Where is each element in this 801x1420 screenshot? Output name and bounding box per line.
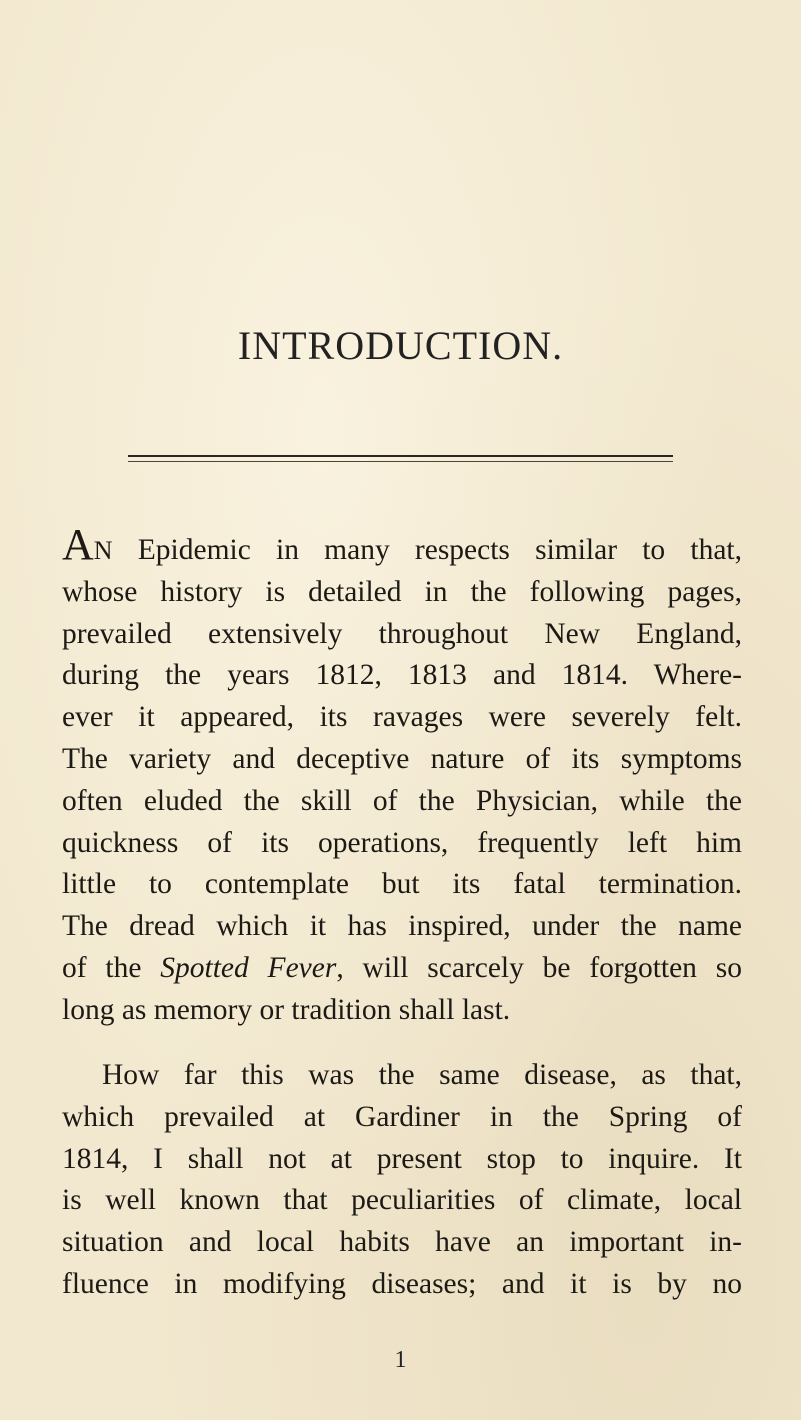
text-fragment: of the	[62, 951, 161, 984]
heading-rule-thin	[128, 461, 673, 462]
paragraph-1	[62, 520, 742, 1032]
text-fragment: Epidemic in many respects similar to that,	[112, 534, 742, 566]
text-line	[62, 520, 742, 572]
text-line: The dread which it has inspired, under the name	[62, 910, 742, 943]
text-line: quickness of its operations, frequently left him	[62, 826, 742, 859]
text-fragment: , will scarcely be forgotten so	[336, 951, 742, 984]
text-line: 1814, I shall not at present stop to inquire. It	[62, 1142, 742, 1175]
text-line: fluence in modifying diseases; and it is by no	[62, 1267, 742, 1300]
text-line: during the years 1812, 1813 and 1814. Where-	[62, 659, 742, 692]
text-line: How far this was the same disease, as that,	[102, 1059, 742, 1091]
text-line: is well known that peculiarities of climate, local	[62, 1184, 742, 1217]
small-caps: N	[93, 536, 113, 565]
italic-phrase: Spotted Fever	[160, 951, 337, 984]
text-line: little to contemplate but its fatal termination.	[62, 868, 742, 901]
text-line: situation and local habits have an important in-	[62, 1226, 742, 1259]
page-number: 1	[394, 1347, 407, 1373]
text-line: whose history is detailed in the following pages,	[62, 575, 742, 608]
text-line: The variety and deceptive nature of its symptoms	[62, 742, 742, 775]
text-line	[62, 948, 742, 990]
page-heading: INTRODUCTION.	[237, 323, 564, 368]
text-line: ever it appeared, its ravages were severely felt.	[62, 701, 742, 734]
text-line: long as memory or tradition shall last.	[62, 993, 511, 1026]
text-line: prevailed extensively throughout New England,	[62, 617, 742, 650]
heading-rule	[128, 455, 673, 457]
paragraph-2	[62, 1055, 742, 1306]
text-line: which prevailed at Gardiner in the Spring of	[62, 1100, 742, 1133]
drop-cap: A	[62, 520, 94, 569]
text-line: often eluded the skill of the Physician, while the	[62, 784, 742, 817]
